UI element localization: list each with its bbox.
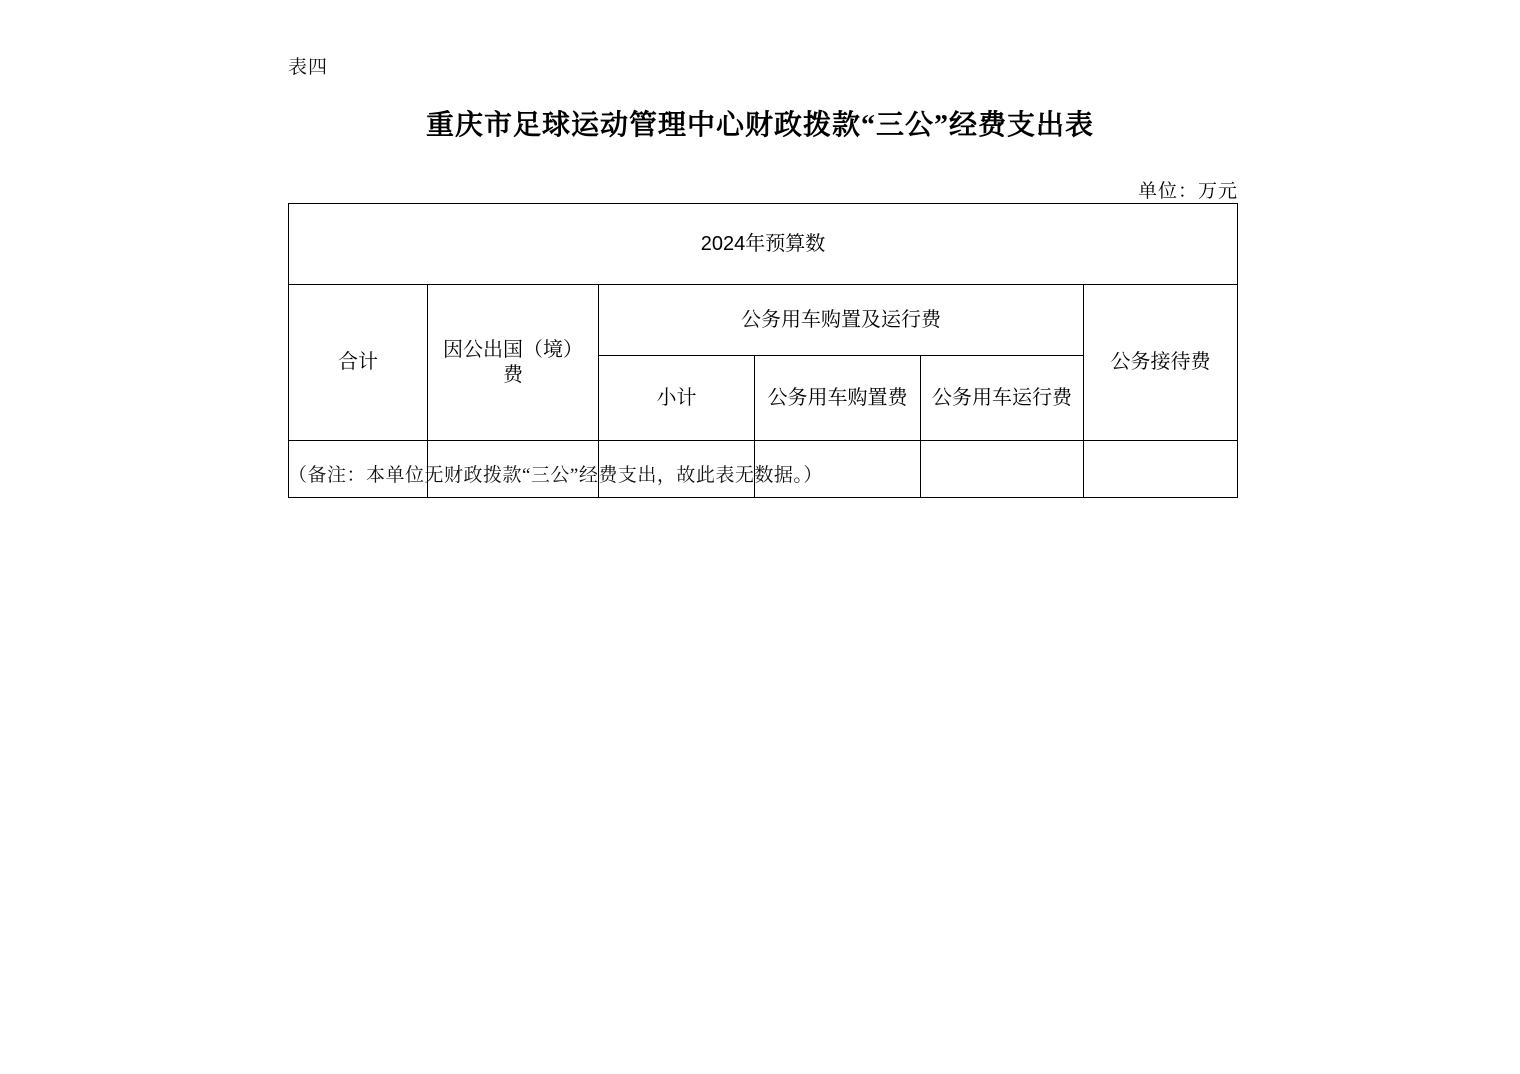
header-total: 合计 <box>289 285 428 441</box>
table-header-row-groups <box>289 285 1238 356</box>
table-header-row-main <box>289 204 1238 285</box>
cell-vehicle-operation <box>921 441 1084 498</box>
cell-reception <box>1084 441 1238 498</box>
header-vehicle-purchase: 公务用车购置费 <box>755 356 921 441</box>
page-title: 重庆市足球运动管理中心财政拨款“三公”经费支出表 <box>425 110 1094 141</box>
three-public-expense-table <box>288 203 1238 498</box>
header-abroad-expense: 因公出国（境）费 <box>428 285 599 441</box>
table-footnote: （备注：本单位无财政拨款“三公”经费支出，故此表无数据。） <box>288 465 823 486</box>
sheet-label: 表四 <box>288 57 329 78</box>
header-vehicle-subtotal: 小计 <box>599 356 755 441</box>
header-vehicle-group: 公务用车购置及运行费 <box>599 285 1084 356</box>
header-reception-expense: 公务接待费 <box>1084 285 1238 441</box>
unit-note: 单位：万元 <box>1137 181 1238 202</box>
header-vehicle-operation: 公务用车运行费 <box>921 356 1084 441</box>
header-budget-year: 2024年预算数 <box>289 204 1238 285</box>
